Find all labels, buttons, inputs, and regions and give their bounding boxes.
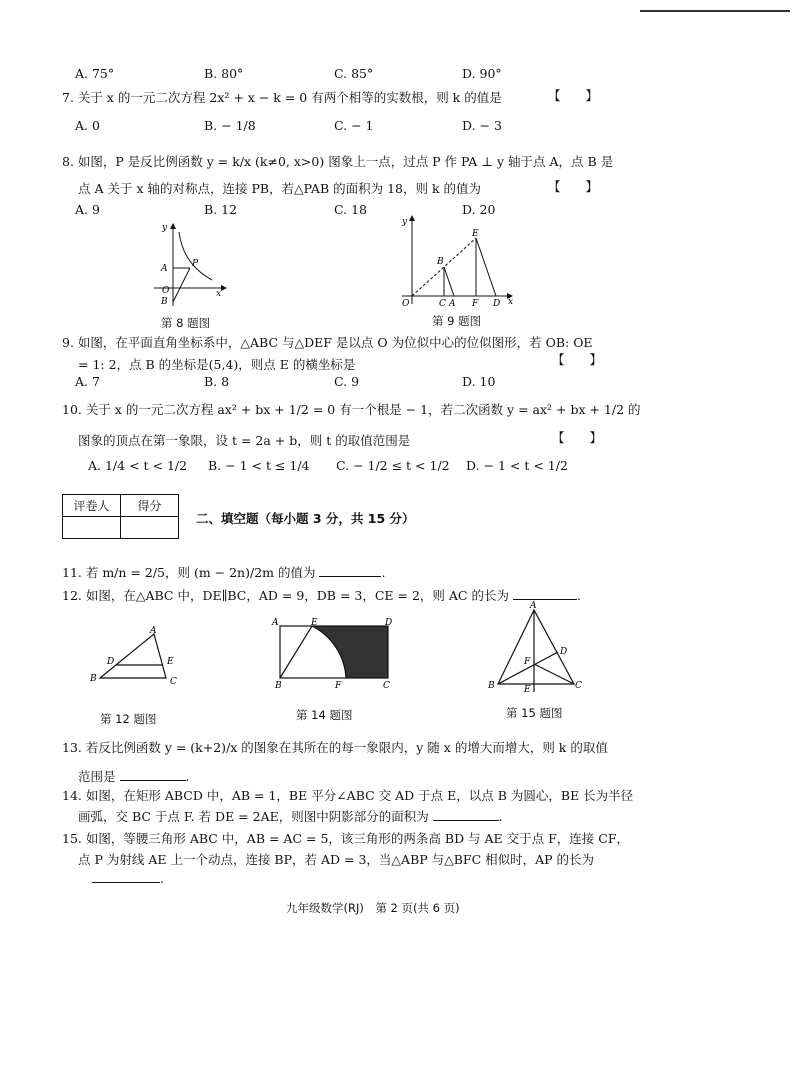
q10-option-d: D. − 1 < t < 1/2 xyxy=(466,458,568,473)
q7-text: 7. 关于 x 的一元二次方程 2x² + x − k = 0 有两个相等的实数根，则 k 的值是 xyxy=(62,90,502,105)
q10-answer-bracket: 【 】 xyxy=(552,430,603,445)
q14-answer-blank[interactable] xyxy=(433,808,499,821)
fig12-label-b: B xyxy=(90,674,97,684)
figure-12 xyxy=(86,624,186,688)
fig9-label-a: A xyxy=(449,299,456,308)
fig9-label-o: O xyxy=(402,299,410,308)
q8-line2: 点 A 关于 x 轴的对称点，连接 PB，若△PAB 的面积为 18，则 k 的值为 xyxy=(78,181,482,196)
fig14-label-d: D xyxy=(385,618,393,628)
q15-answer-wrap xyxy=(92,870,164,886)
q6-option-a: A. 75° xyxy=(75,66,115,81)
q10-option-b: B. − 1 < t ≤ 1/4 xyxy=(208,458,310,473)
q13-end: . xyxy=(185,769,190,784)
fig8-caption: 第 8 题图 xyxy=(161,316,211,330)
q7-option-d: D. − 3 xyxy=(462,118,502,133)
figure-8 xyxy=(150,220,230,310)
q12-text: 12. 如图，在△ABC 中，DE∥BC，AD = 9，DB = 3，CE = 2，则 AC 的长为 xyxy=(62,588,509,603)
q9-option-b: B. 8 xyxy=(204,374,230,389)
fig9-label-b: B xyxy=(437,257,444,267)
q9-line2: = 1: 2，点 B 的坐标是(5,4)，则点 E 的横坐标是 xyxy=(78,357,356,372)
q8-line1: 8. 如图，P 是反比例函数 y = k/x (k≠0, x>0) 图象上一点，过点 P 作 PA ⊥ y 轴于点 A，点 B 是 xyxy=(62,154,614,169)
fig12-caption: 第 12 题图 xyxy=(100,712,157,726)
q14-line2: 画弧，交 BC 于点 F. 若 DE = 2AE，则图中阴影部分的面积为 xyxy=(78,809,429,824)
fig8-label-o: O xyxy=(162,286,170,296)
page-footer: 九年级数学(RJ) 第 2 页(共 6 页) xyxy=(286,901,460,915)
q7-option-a: A. 0 xyxy=(75,118,100,133)
q13-line2: 范围是 xyxy=(78,769,116,784)
q7-option-c: C. − 1 xyxy=(334,118,374,133)
q10-line1: 10. 关于 x 的一元二次方程 ax² + bx + 1/2 = 0 有一个根是 − 1，若二次函数 y = ax² + bx + 1/2 的 xyxy=(62,402,641,417)
q6-option-d: D. 90° xyxy=(462,66,502,81)
q11-end: . xyxy=(381,565,386,580)
fig8-label-a: A xyxy=(161,264,168,274)
score-table xyxy=(62,494,179,539)
score-table-score-header: 得分 xyxy=(121,495,179,517)
fig8-label-x: x xyxy=(216,289,222,299)
fig8-label-b: B xyxy=(161,297,168,307)
q13-line2-wrap xyxy=(78,767,189,785)
fig9-caption: 第 9 题图 xyxy=(432,314,482,328)
fig14-caption: 第 14 题图 xyxy=(296,708,353,722)
figure-9 xyxy=(396,214,518,308)
fig9-label-x: x xyxy=(508,297,514,307)
q8-option-a: A. 9 xyxy=(75,202,100,217)
fig9-label-y: y xyxy=(402,217,408,227)
fig14-label-c: C xyxy=(383,681,390,691)
fig15-label-a: A xyxy=(530,601,537,611)
q9-option-d: D. 10 xyxy=(462,374,496,389)
q10-option-a: A. 1/4 < t < 1/2 xyxy=(88,458,188,473)
q10-line2: 图象的顶点在第一象限，设 t = 2a + b，则 t 的取值范围是 xyxy=(78,433,411,448)
q6-option-c: C. 85° xyxy=(334,66,374,81)
q15-line1: 15. 如图，等腰三角形 ABC 中，AB = AC = 5，该三角形的两条高 BD 与 AE 交于点 F，连接 CF， xyxy=(62,831,630,846)
q14-line2-wrap xyxy=(78,807,503,825)
q15-line2: 点 P 为射线 AE 上一个动点，连接 BP，若 AD = 3，当△ABP 与△BFC 相似时，AP 的长为 xyxy=(78,852,595,867)
q13-answer-blank[interactable] xyxy=(120,768,186,781)
fig12-label-e: E xyxy=(167,657,174,667)
fig15-caption: 第 15 题图 xyxy=(506,706,563,720)
fig14-label-f: F xyxy=(335,681,342,691)
fig15-label-f: F xyxy=(524,657,531,667)
scan-line-top xyxy=(640,10,790,12)
score-table-grader-header: 评卷人 xyxy=(63,495,121,517)
q14-line1: 14. 如图，在矩形 ABCD 中，AB = 1，BE 平分∠ABC 交 AD 于点 E，以点 B 为圆心，BE 长为半径 xyxy=(62,788,634,803)
q10-option-c: C. − 1/2 ≤ t < 1/2 xyxy=(336,458,450,473)
fig12-label-d: D xyxy=(107,657,115,667)
fig8-label-y: y xyxy=(162,223,168,233)
score-table-grader-cell xyxy=(63,517,121,539)
fig9-label-f: F xyxy=(472,299,479,308)
q8-answer-bracket: 【 】 xyxy=(548,179,599,194)
figure-14 xyxy=(268,614,404,692)
fig15-label-b: B xyxy=(488,681,495,691)
q7-option-b: B. − 1/8 xyxy=(204,118,256,133)
fig9-label-d: D xyxy=(493,299,501,308)
score-table-score-cell xyxy=(121,517,179,539)
q8-option-c: C. 18 xyxy=(334,202,367,217)
q6-option-b: B. 80° xyxy=(204,66,244,81)
q12-end: . xyxy=(576,588,581,603)
q9-line1: 9. 如图，在平面直角坐标系中，△ABC 与△DEF 是以点 O 为位似中心的位似图形，若 OB: OE xyxy=(62,335,593,350)
fig15-label-e: E xyxy=(524,685,531,694)
section-2-heading: 二、填空题（每小题 3 分，共 15 分） xyxy=(196,511,415,526)
q11-answer-blank[interactable] xyxy=(319,564,381,577)
fig12-label-a: A xyxy=(150,626,157,636)
fig15-label-d: D xyxy=(560,647,568,657)
fig14-label-a: A xyxy=(272,618,279,628)
q7-answer-bracket: 【 】 xyxy=(548,88,599,103)
fig9-label-e: E xyxy=(472,229,479,239)
q11-text: 11. 若 m/n = 2/5，则 (m − 2n)/2m 的值为 xyxy=(62,565,316,580)
q8-option-d: D. 20 xyxy=(462,202,496,217)
fig9-label-c: C xyxy=(439,299,446,308)
fig8-label-p: P xyxy=(192,259,199,269)
q9-answer-bracket: 【 】 xyxy=(552,352,603,367)
q15-answer-blank[interactable] xyxy=(92,870,160,883)
q11-question xyxy=(62,563,385,581)
q14-end: . xyxy=(498,809,503,824)
figure-15 xyxy=(484,598,584,694)
fig14-label-b: B xyxy=(275,681,282,691)
fig14-label-e: E xyxy=(311,618,318,628)
fig15-label-c: C xyxy=(575,681,582,691)
fig12-label-c: C xyxy=(170,677,177,687)
q9-option-a: A. 7 xyxy=(75,374,100,389)
q8-option-b: B. 12 xyxy=(204,202,238,217)
q15-end: . xyxy=(160,871,164,886)
q13-line1: 13. 若反比例函数 y = (k+2)/x 的图象在其所在的每一象限内，y 随 x 的增大而增大，则 k 的取值 xyxy=(62,740,608,755)
q9-option-c: C. 9 xyxy=(334,374,360,389)
